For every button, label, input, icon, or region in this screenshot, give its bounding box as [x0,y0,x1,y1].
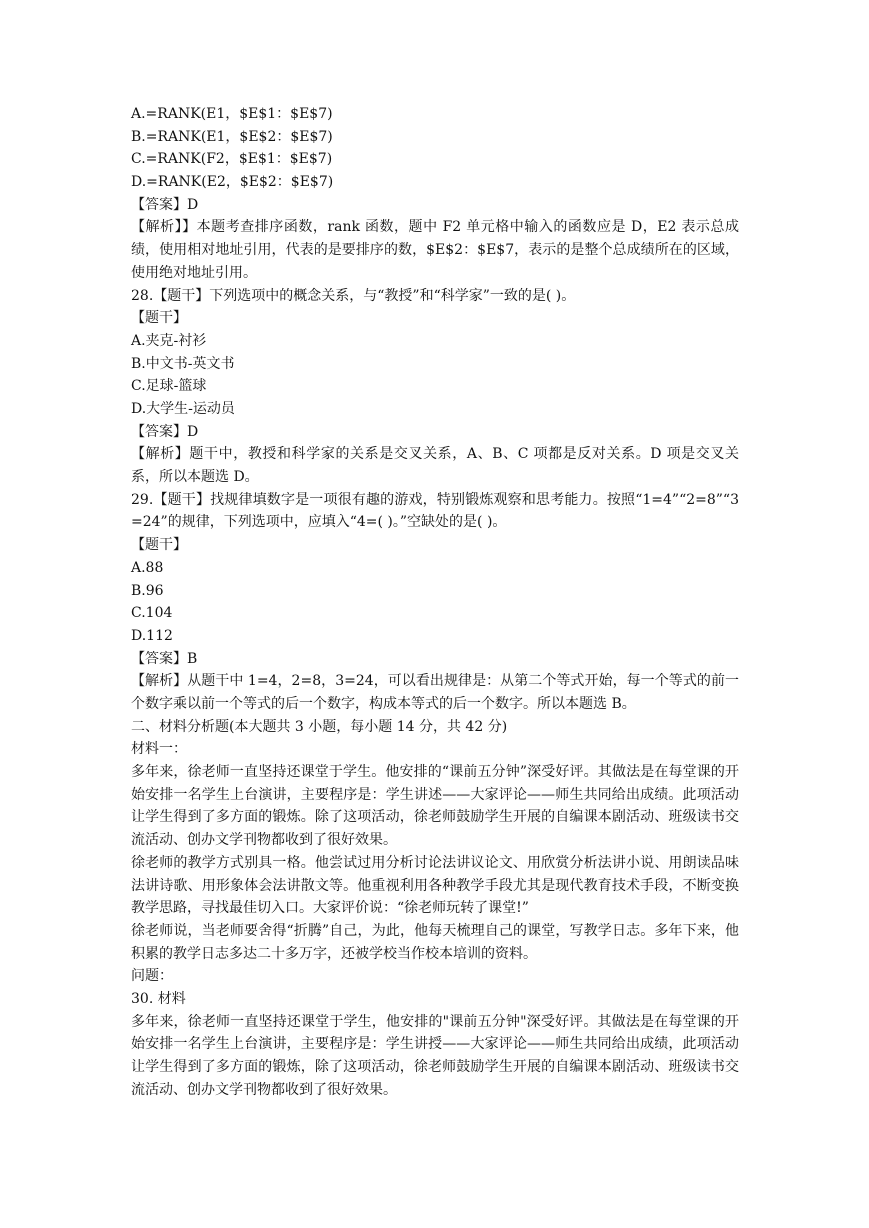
material-paragraph-3: 徐老师说，当老师要舍得“折腾”自己，为此，他每天梳理自己的课堂，写教学日志。多年下来，他积累的教学日志多达二十多万字，还被学校当作校本培训的资料。 [131,923,739,962]
q29-stem: 29.【题干】找规律填数字是一项很有趣的游戏，特别锻炼观察和思考能力。按照“1=4”“2=8”“3=24”的规律，下列选项中，应填入“4=( )。”空缺处的是( )。 [131,491,739,531]
q28-stem-label: 【题干】 [131,310,187,327]
q28-option-c: C.足球-篮球 [131,378,207,395]
q29-option-b: B.96 [131,582,164,599]
q29-option-a: A.88 [131,559,164,576]
material-paragraph-1: 多年来，徐老师一直坚持还课堂于学生。他安排的“课前五分钟”深受好评。其做法是在每堂课的开始安排一名学生上台演讲，主要程序是：学生讲述——大家评论——师生共同给出成绩。此项活动让学生得到了多方面的锻炼。除了这项活动，徐老师鼓励学生开展的自编课本剧活动、班级读书交流活动、创办文学刊物都收到了很好效果。 [131,764,739,849]
q27-option-a: A.=RANK(E1，$E$1：$E$7) [131,106,333,122]
q28-option-a: A.夹克-衬衫 [131,332,207,349]
q28-stem: 28.【题干】下列选项中的概念关系，与“教授”和“科学家”一致的是( )。 [131,287,576,304]
material-paragraph-2: 徐老师的教学方式别具一格。他尝试过用分析讨论法讲议论文、用欣赏分析法讲小说、用朗读品味法讲诗歌、用形象体会法讲散文等。他重视利用各种教学手段尤其是现代教育技术手段，不断变换教学思路，寻找最佳切入口。大家评价说：“徐老师玩转了课堂!” [131,854,739,917]
q29-option-d: D.112 [131,627,173,644]
q30-text: 多年来，徐老师一直坚持还课堂于学生，他安排的"课前五分钟"深受好评。其做法是在每堂课的开始安排一名学生上台演讲，主要程序是：学生讲授——大家评论——师生共同给出成绩，此项活动让学生得到了多方面的锻炼，除了这项活动，徐老师鼓励学生开展的自编课本剧活动、班级读书交流活动、创办文学刊物都收到了很好效果。 [131,1013,739,1098]
q27-analysis: 【解析】】本题考查排序函数，rank 函数，题中 F2 单元格中输入的函数应是 D，E2 表示总成绩，使用相对地址引用，代表的是要排序的数，$E$2：$E$7，表示的是整个总成绩所在的区域，使用绝对地址引用。 [131,219,739,281]
q27-option-d: D.=RANK(E2，$E$2：$E$7) [131,174,334,191]
section-heading: 二、材料分析题(本大题共 3 小题，每小题 14 分，共 42 分) [131,718,508,735]
q29-answer: 【答案】B [131,650,198,667]
q27-answer: 【答案】D [131,196,199,213]
q29-analysis: 【解析】从题干中 1=4，2=8，3=24，可以看出规律是：从第二个等式开始，每一个等式的前一个数字乘以前一个等式的后一个数字，构成本等式的后一个数字。所以本题选 B。 [131,673,739,712]
q27-option-c: C.=RANK(F2，$E$1：$E$7) [131,151,333,168]
q27-option-b: B.=RANK(E1，$E$2：$E$7) [131,128,333,145]
question-label: 问题： [131,968,173,985]
q28-option-b: B.中文书-英文书 [131,355,235,372]
q29-option-c: C.104 [131,605,173,622]
q29-stem-label: 【题干】 [131,537,187,554]
q28-answer: 【答案】D [131,423,199,440]
material-label: 材料一： [131,741,187,758]
q28-analysis: 【解析】题干中，教授和科学家的关系是交叉关系，A、B、C 项都是反对关系。D 项是交叉关系，所以本题选 D。 [131,446,739,486]
q28-option-d: D.大学生-运动员 [131,400,235,417]
q30-title: 30. 材料 [131,991,186,1008]
document-body [131,103,739,1102]
